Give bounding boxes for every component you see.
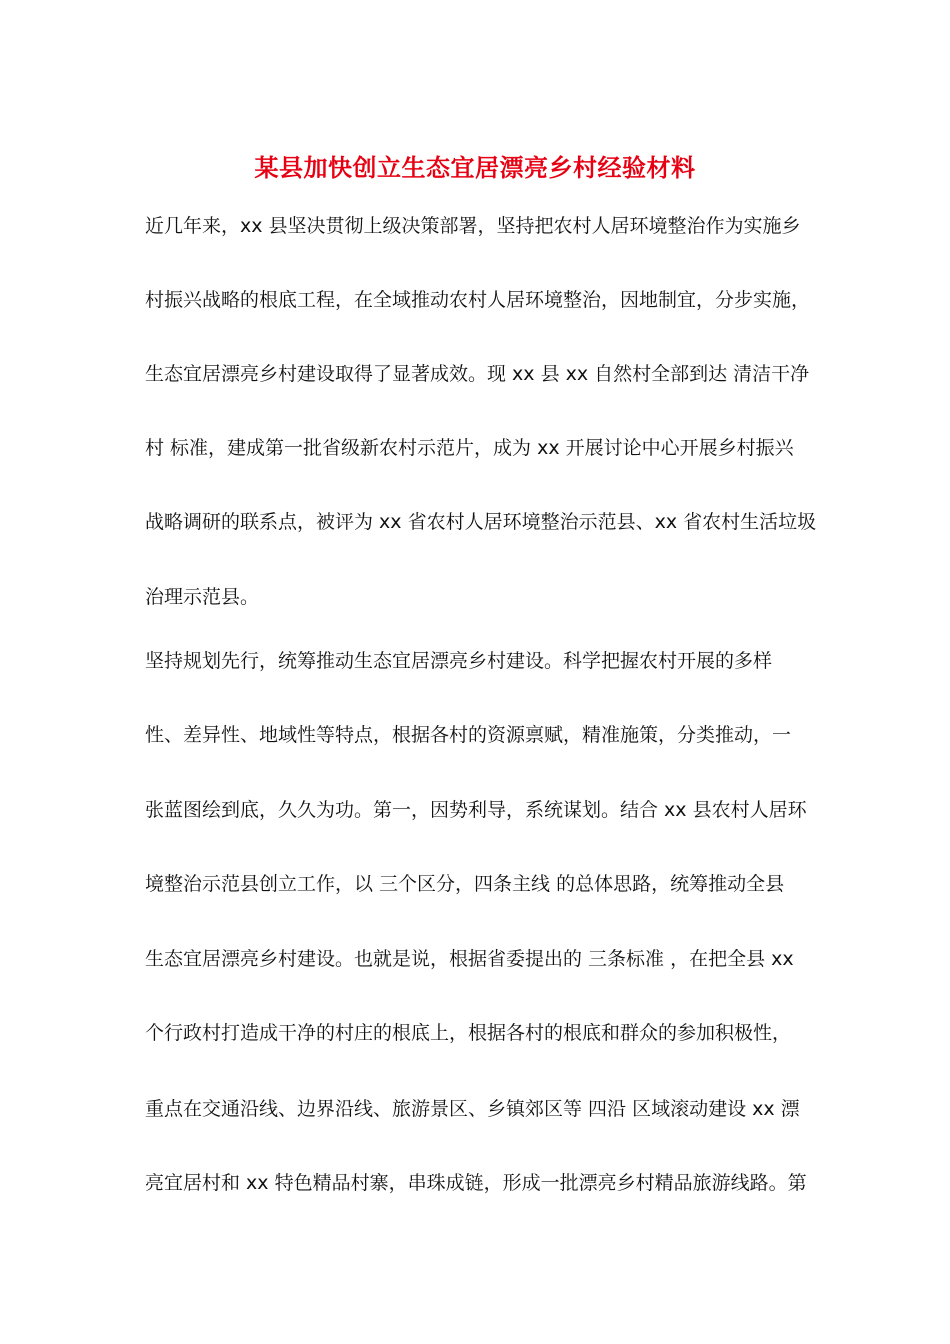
- paragraph-line: 张蓝图绘到底，久久为功。第一，因势利导，系统谋划。结合 xx 县农村人居环: [145, 799, 807, 821]
- paragraph-line: 个行政村打造成干净的村庄的根底上，根据各村的根底和群众的参加积极性，: [145, 1022, 792, 1044]
- paragraph-line: 战略调研的联系点，被评为 xx 省农村人居环境整治示范县、xx 省农村生活垃圾: [145, 511, 817, 533]
- paragraph-line: 重点在交通沿线、边界沿线、旅游景区、乡镇郊区等 四沿 区域滚动建设 xx 漂: [145, 1098, 800, 1120]
- paragraph-line: 近几年来，xx 县坚决贯彻上级决策部署，坚持把农村人居环境整治作为实施乡: [145, 215, 801, 237]
- paragraph-line: 性、差异性、地域性等特点，根据各村的资源禀赋，精准施策，分类推动，一: [145, 724, 792, 746]
- paragraph-line: 村振兴战略的根底工程，在全域推动农村人居环境整治，因地制宜，分步实施，: [145, 289, 811, 311]
- paragraph-line: 坚持规划先行，统筹推动生态宜居漂亮乡村建设。科学把握农村开展的多样: [145, 650, 773, 672]
- paragraph-line: 治理示范县。: [145, 586, 260, 608]
- paragraph-line: 亮宜居村和 xx 特色精品村寨，串珠成链，形成一批漂亮乡村精品旅游线路。第: [145, 1172, 807, 1194]
- paragraph-line: 村 标准，建成第一批省级新农村示范片，成为 xx 开展讨论中心开展乡村振兴: [145, 437, 794, 459]
- paragraph-line: 生态宜居漂亮乡村建设。也就是说，根据省委提出的 三条标准 ，在把全县 xx: [145, 948, 794, 970]
- paragraph-line: 境整治示范县创立工作，以 三个区分，四条主线 的总体思路，统筹推动全县: [145, 873, 785, 895]
- paragraph-line: 生态宜居漂亮乡村建设取得了显著成效。现 xx 县 xx 自然村全部到达 清洁干净: [145, 363, 810, 385]
- document-title: 某县加快创立生态宜居漂亮乡村经验材料: [254, 153, 696, 182]
